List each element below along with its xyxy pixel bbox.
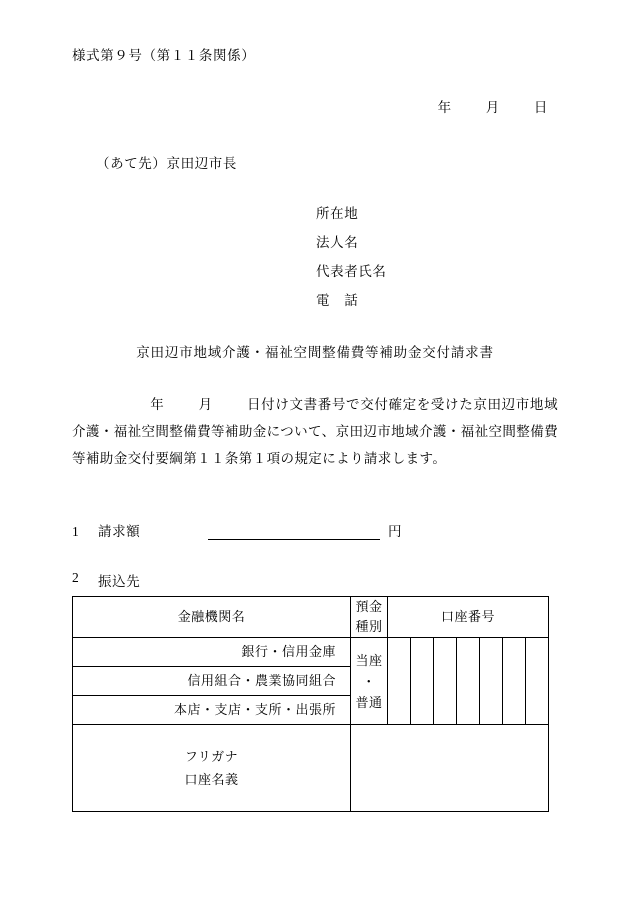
- account-holder-value[interactable]: [351, 725, 549, 812]
- header-deposit-kind: 預金種別: [351, 597, 388, 638]
- applicant-address-label: 所在地: [316, 206, 359, 221]
- amount-input[interactable]: [208, 524, 380, 540]
- date-day-label: 日: [533, 100, 548, 115]
- applicant-phone-label: 電 話: [316, 293, 359, 308]
- date-line: [72, 96, 558, 116]
- account-digit-2[interactable]: [411, 638, 434, 725]
- body-paragraph: [72, 391, 558, 472]
- deposit-kind-current: 当座: [355, 652, 383, 668]
- deposit-kind-cell[interactable]: [351, 638, 388, 725]
- table-row: [73, 725, 549, 812]
- account-digit-6[interactable]: [503, 638, 526, 725]
- date-year-label: 年: [437, 100, 452, 115]
- deposit-kind-ordinary: 普通: [355, 694, 383, 710]
- institution-row-2[interactable]: 信用組合・農業協同組合: [73, 667, 351, 696]
- applicant-block: [72, 202, 558, 309]
- body-line2: 護・福祉空間整備費等補助金について、京田辺市地域介護・福祉空間整備費等: [72, 424, 558, 466]
- amount-item-number: 1: [72, 524, 80, 539]
- addressee: （あて先）京田辺市長: [96, 156, 237, 171]
- amount-row: [72, 520, 558, 540]
- bank-label: 振込先: [98, 574, 141, 589]
- header-account-number: 口座番号: [388, 597, 549, 638]
- applicant-corporation-label: 法人名: [316, 235, 359, 250]
- table-row: [73, 638, 549, 667]
- account-digit-1[interactable]: [388, 638, 411, 725]
- account-holder-name-label: 口座名義: [184, 772, 239, 787]
- date-month-label: 月: [485, 100, 500, 115]
- account-digit-5[interactable]: [480, 638, 503, 725]
- document-body: [72, 44, 558, 812]
- bank-item-number: 2: [72, 570, 80, 585]
- bank-section-heading: [72, 570, 558, 590]
- page-title: 京田辺市地域介護・福祉空間整備費等補助金交付請求書: [136, 345, 494, 360]
- account-holder-label: [73, 725, 351, 812]
- header-institution: 金融機関名: [73, 597, 351, 638]
- applicant-representative-label: 代表者氏名: [316, 264, 387, 279]
- table-row: [73, 597, 549, 638]
- body-line3: 補助金交付要綱第１１条第１項の規定により請求します。: [85, 451, 447, 466]
- institution-row-1[interactable]: 銀行・信用金庫: [73, 638, 351, 667]
- amount-label: 請求額: [98, 524, 141, 539]
- body-year-label: 年: [150, 397, 165, 412]
- bank-table: [72, 596, 549, 812]
- institution-row-3[interactable]: 本店・支店・支所・出張所: [73, 696, 351, 725]
- account-digit-7[interactable]: [526, 638, 549, 725]
- account-digit-4[interactable]: [457, 638, 480, 725]
- body-line1: 日付け文書番号で交付確定を受けた京田辺市地域介: [72, 397, 558, 439]
- body-month-label: 月: [198, 397, 213, 412]
- account-holder-furigana-label: フリガナ: [184, 749, 239, 764]
- account-digit-3[interactable]: [434, 638, 457, 725]
- form-number: 様式第９号（第１１条関係）: [72, 48, 256, 63]
- deposit-kind-separator: ・: [362, 673, 376, 689]
- amount-unit: 円: [388, 524, 403, 539]
